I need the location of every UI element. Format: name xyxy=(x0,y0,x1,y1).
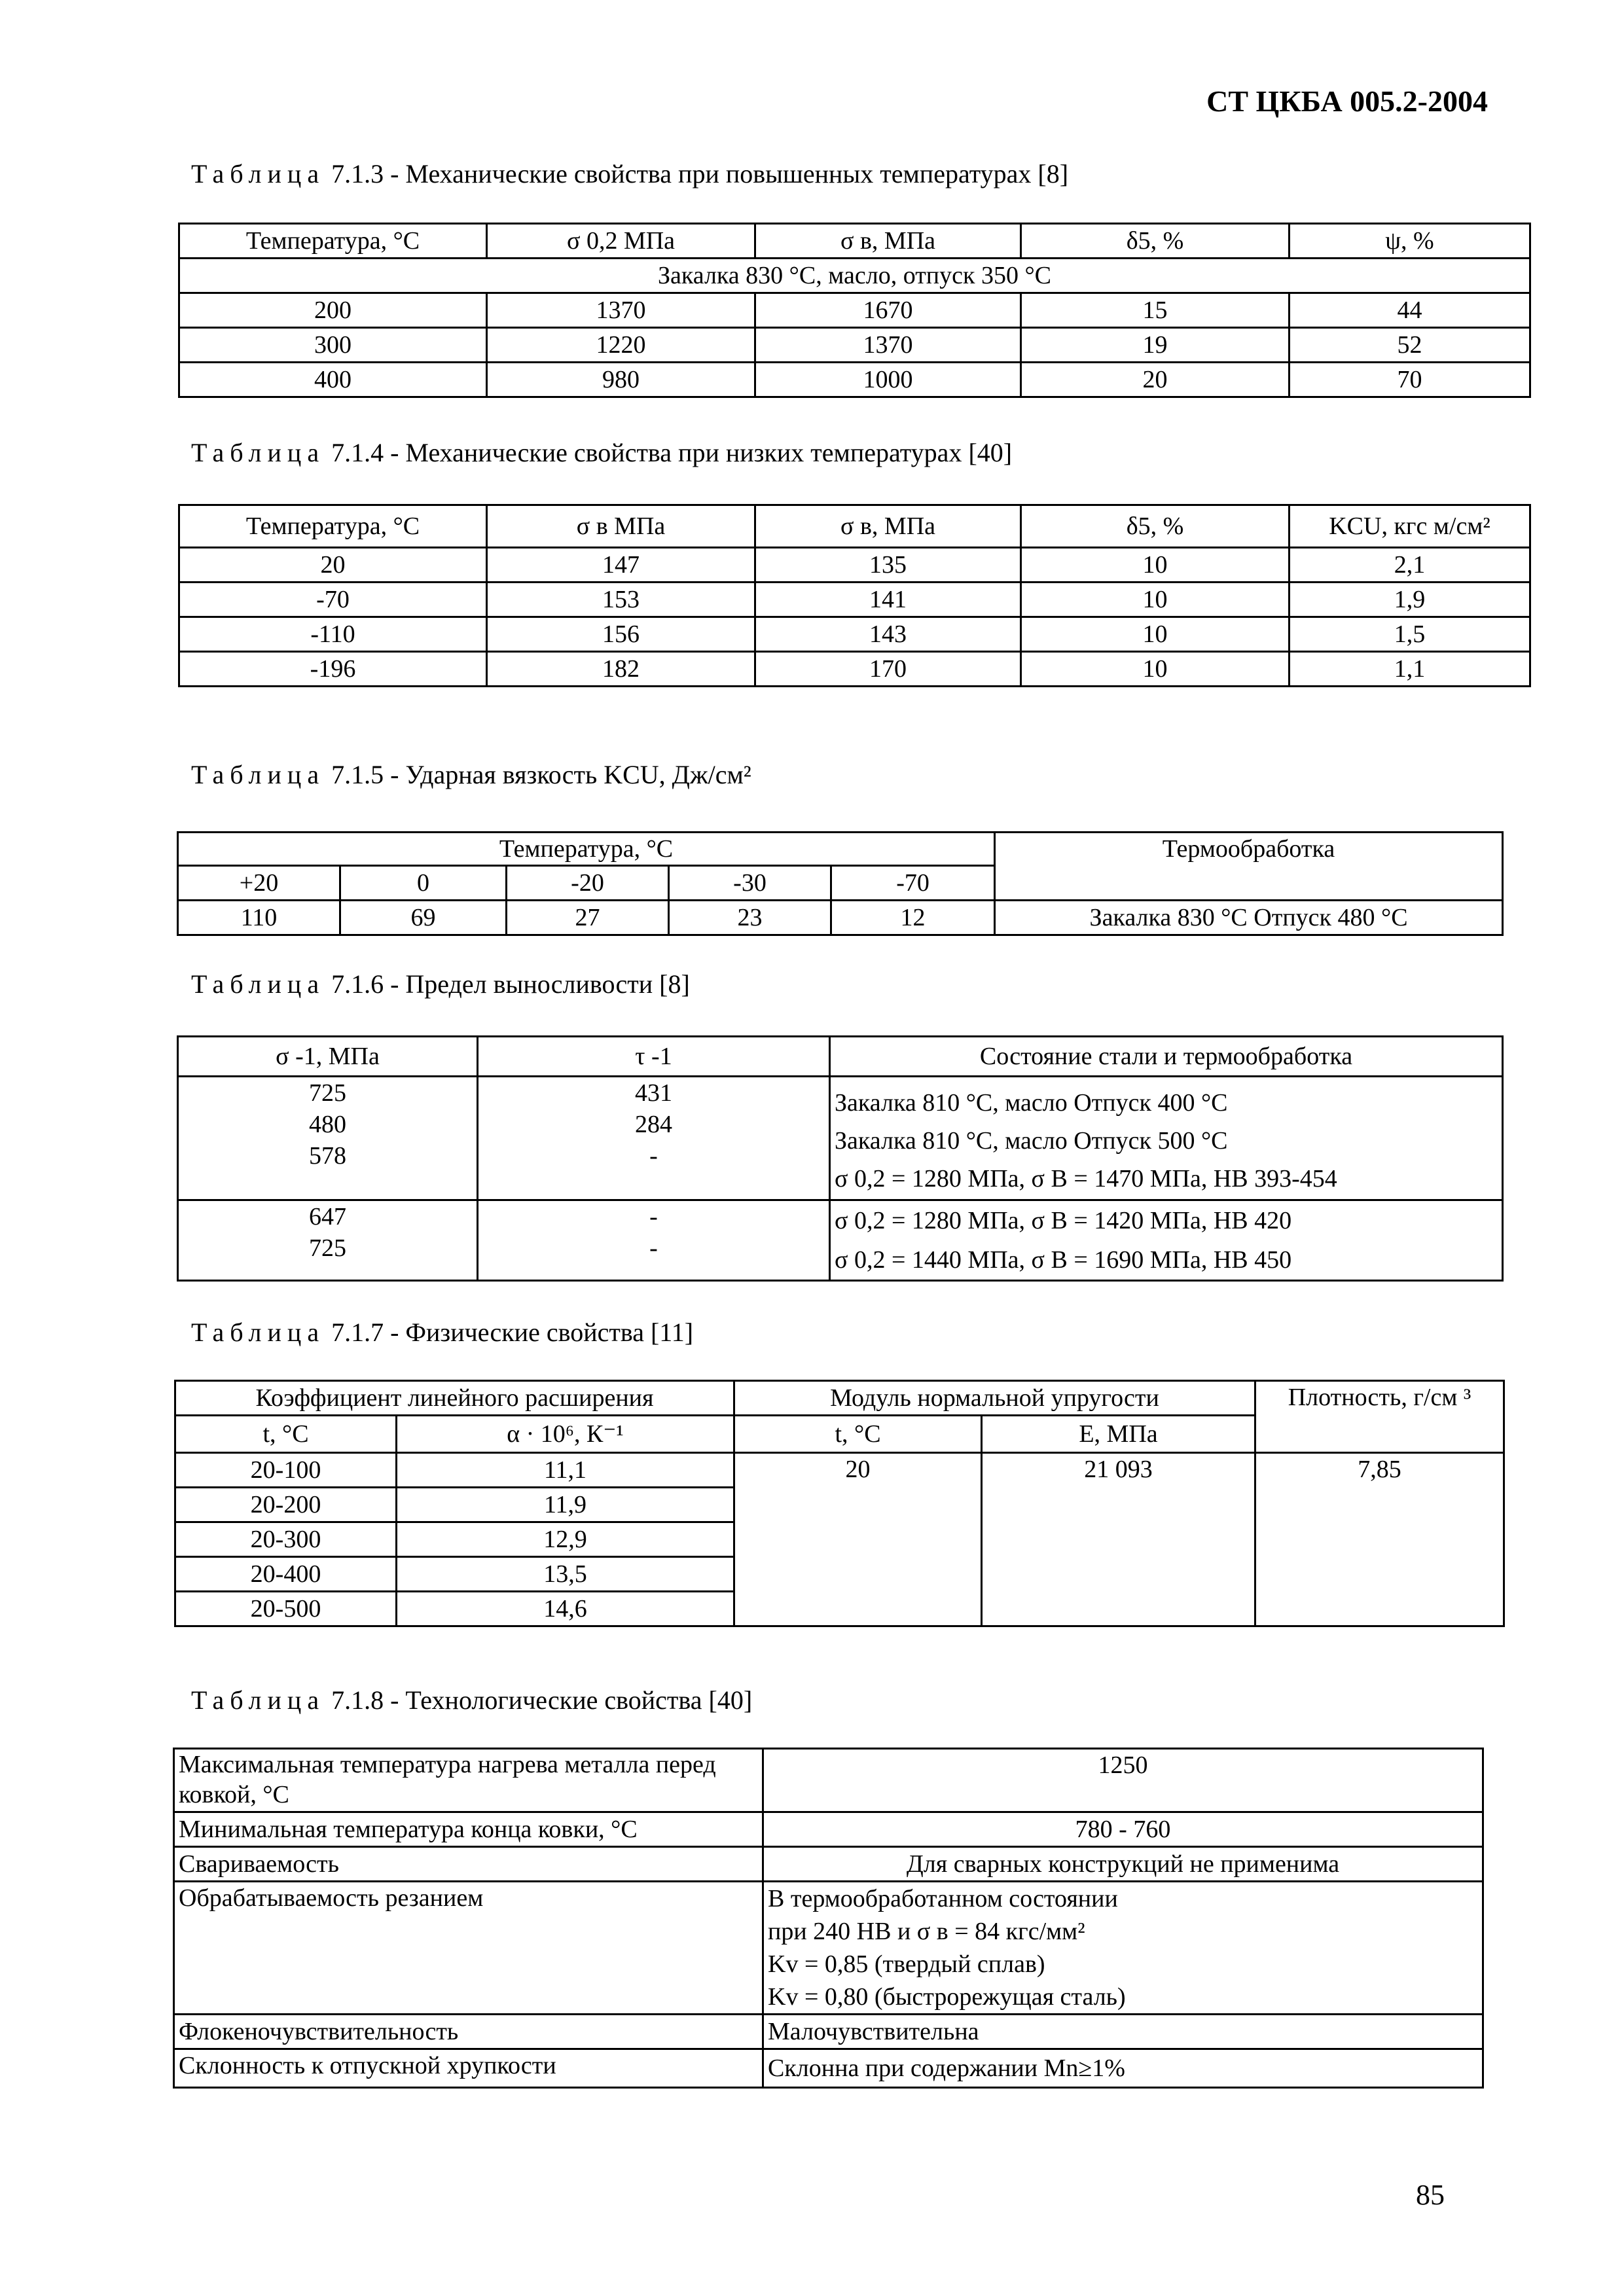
col-header: Температура, °С xyxy=(178,833,995,866)
cell: 11,9 xyxy=(397,1488,734,1522)
caption-table-7-1-7: Таблица 7.1.7 - Физические свойства [11] xyxy=(191,1318,694,1347)
col-header: δ5, % xyxy=(1021,224,1290,259)
table-7-1-5 xyxy=(177,831,1504,936)
table-row xyxy=(175,1453,1504,1488)
cell: -20 xyxy=(507,866,669,901)
cell: 20-100 xyxy=(175,1453,397,1488)
cell: +20 xyxy=(178,866,340,901)
col-header: Плотность, г/см ³ xyxy=(1255,1381,1504,1453)
cell: Флокеночувствительность xyxy=(174,2015,763,2049)
table-header-row xyxy=(178,1037,1503,1077)
cell: 0 xyxy=(340,866,507,901)
cell: 70 xyxy=(1290,363,1530,397)
cell: Закалка 810 °С, масло Отпуск 400 °С Закалка 810 °С, масло Отпуск 500 °С σ 0,2 = 1280 МПа, σ В = 1470 МПа, НВ 393-454 xyxy=(830,1077,1503,1200)
cell: Максимальная температура нагрева металла перед ковкой, °С xyxy=(174,1749,763,1812)
cell: 1,9 xyxy=(1290,583,1530,617)
table-row xyxy=(174,1847,1483,1882)
cell: 400 xyxy=(179,363,487,397)
table-7-1-8 xyxy=(173,1748,1484,2089)
cell: 13,5 xyxy=(397,1557,734,1592)
col-header: Термообработка xyxy=(995,833,1503,901)
cell: 1220 xyxy=(487,328,755,363)
cell: 980 xyxy=(487,363,755,397)
col-header: σ 0,2 МПа xyxy=(487,224,755,259)
col-header: Состояние стали и термообработка xyxy=(830,1037,1503,1077)
cell: 182 xyxy=(487,652,755,687)
cell: 12 xyxy=(831,901,995,935)
cell: 1,1 xyxy=(1290,652,1530,687)
cell: 1,5 xyxy=(1290,617,1530,652)
col-header: Е, МПа xyxy=(982,1416,1255,1453)
cell: -30 xyxy=(669,866,831,901)
cell: Малочувствительна xyxy=(763,2015,1483,2049)
cell: 147 xyxy=(487,548,755,583)
table-7-1-3 xyxy=(178,223,1531,398)
cell: 23 xyxy=(669,901,831,935)
cell: 156 xyxy=(487,617,755,652)
table-7-1-4 xyxy=(178,504,1531,687)
cell: 69 xyxy=(340,901,507,935)
table-row xyxy=(179,293,1530,328)
cell: Закалка 830 °С Отпуск 480 °С xyxy=(995,901,1503,935)
col-header: Температура, °С xyxy=(179,505,487,548)
cell: 15 xyxy=(1021,293,1290,328)
cell: 143 xyxy=(755,617,1021,652)
cell: 20-300 xyxy=(175,1522,397,1557)
cell: 21 093 xyxy=(982,1453,1255,1626)
cell: Минимальная температура конца ковки, °С xyxy=(174,1812,763,1847)
page-number: 85 xyxy=(1416,2179,1445,2211)
cell: 27 xyxy=(507,901,669,935)
caption-table-7-1-4: Таблица 7.1.4 - Механические свойства при низких температурах [40] xyxy=(191,438,1013,467)
col-header: σ в, МПа xyxy=(755,505,1021,548)
table-7-1-7 xyxy=(174,1380,1505,1627)
cell: 200 xyxy=(179,293,487,328)
col-header: KCU, кгс м/см² xyxy=(1290,505,1530,548)
table-row xyxy=(179,328,1530,363)
table-7-1-6 xyxy=(177,1035,1504,1282)
table-row xyxy=(174,2015,1483,2049)
caption-table-7-1-8: Таблица 7.1.8 - Технологические свойства [40] xyxy=(191,1685,753,1715)
cell: 20 xyxy=(1021,363,1290,397)
table-row xyxy=(178,1200,1503,1281)
cell: -196 xyxy=(179,652,487,687)
col-header: σ -1, МПа xyxy=(178,1037,478,1077)
cell: 780 - 760 xyxy=(763,1812,1483,1847)
cell: 2,1 xyxy=(1290,548,1530,583)
group-row: Закалка 830 °С, масло, отпуск 350 °С xyxy=(179,259,1530,293)
col-header: Температура, °С xyxy=(179,224,487,259)
col-header: δ5, % xyxy=(1021,505,1290,548)
cell: 153 xyxy=(487,583,755,617)
cell: 10 xyxy=(1021,548,1290,583)
table-row xyxy=(174,1812,1483,1847)
col-header: ψ, % xyxy=(1290,224,1530,259)
cell: -70 xyxy=(179,583,487,617)
col-header: Модуль нормальной упругости xyxy=(734,1381,1255,1416)
table-row xyxy=(178,1077,1503,1200)
cell: Обрабатываемость резанием xyxy=(174,1882,763,2015)
cell: Склонность к отпускной хрупкости xyxy=(174,2049,763,2088)
cell: 1370 xyxy=(487,293,755,328)
col-header: σ в МПа xyxy=(487,505,755,548)
table-row xyxy=(179,652,1530,687)
cell: В термообработанном состоянии при 240 НВ и σ в = 84 кгс/мм² Kv = 0,85 (твердый сплав) Kv = 0,80 (быстрорежущая сталь) xyxy=(763,1882,1483,2015)
cell: -70 xyxy=(831,866,995,901)
cell: 52 xyxy=(1290,328,1530,363)
cell: 135 xyxy=(755,548,1021,583)
cell: 170 xyxy=(755,652,1021,687)
table-row xyxy=(179,583,1530,617)
caption-table-7-1-3: Таблица 7.1.3 - Механические свойства при повышенных температурах [8] xyxy=(191,159,1069,188)
cell: 141 xyxy=(755,583,1021,617)
cell: 14,6 xyxy=(397,1592,734,1626)
cell: 10 xyxy=(1021,617,1290,652)
table-row xyxy=(179,617,1530,652)
table-header-row xyxy=(179,505,1530,548)
cell: - - xyxy=(478,1200,830,1281)
cell: 647 725 xyxy=(178,1200,478,1281)
cell: Склонна при содержании Mn≥1% xyxy=(763,2049,1483,2088)
caption-table-7-1-6: Таблица 7.1.6 - Предел выносливости [8] xyxy=(191,969,690,999)
cell: 10 xyxy=(1021,583,1290,617)
cell: Свариваемость xyxy=(174,1847,763,1882)
cell: 1670 xyxy=(755,293,1021,328)
cell: 20-400 xyxy=(175,1557,397,1592)
cell: 19 xyxy=(1021,328,1290,363)
cell: Для сварных конструкций не применима xyxy=(763,1847,1483,1882)
cell: 12,9 xyxy=(397,1522,734,1557)
table-row xyxy=(174,1749,1483,1812)
col-header: Коэффициент линейного расширения xyxy=(175,1381,734,1416)
cell: 1250 xyxy=(763,1749,1483,1812)
table-row xyxy=(179,363,1530,397)
col-header: t, °С xyxy=(734,1416,982,1453)
cell: 110 xyxy=(178,901,340,935)
col-header: α · 10⁶, К⁻¹ xyxy=(397,1416,734,1453)
table-row xyxy=(179,548,1530,583)
col-header: t, °С xyxy=(175,1416,397,1453)
document-code: СТ ЦКБА 005.2-2004 xyxy=(1206,84,1488,118)
table-row xyxy=(174,2049,1483,2088)
cell: 431 284 - xyxy=(478,1077,830,1200)
cell: 725 480 578 xyxy=(178,1077,478,1200)
cell: 10 xyxy=(1021,652,1290,687)
cell: 44 xyxy=(1290,293,1530,328)
cell: 7,85 xyxy=(1255,1453,1504,1626)
cell: 1370 xyxy=(755,328,1021,363)
cell: 20-200 xyxy=(175,1488,397,1522)
cell: 300 xyxy=(179,328,487,363)
table-row xyxy=(174,1882,1483,2015)
caption-table-7-1-5: Таблица 7.1.5 - Ударная вязкость KCU, Дж/см² xyxy=(191,760,751,789)
cell: 11,1 xyxy=(397,1453,734,1488)
table-header-row xyxy=(179,224,1530,259)
cell: 20 xyxy=(179,548,487,583)
table-row xyxy=(178,901,1503,935)
cell: 20 xyxy=(734,1453,982,1626)
cell: 1000 xyxy=(755,363,1021,397)
cell: σ 0,2 = 1280 МПа, σ В = 1420 МПа, НВ 420 σ 0,2 = 1440 МПа, σ В = 1690 МПа, НВ 450 xyxy=(830,1200,1503,1281)
col-header: σ в, МПа xyxy=(755,224,1021,259)
col-header: τ -1 xyxy=(478,1037,830,1077)
cell: 20-500 xyxy=(175,1592,397,1626)
cell: -110 xyxy=(179,617,487,652)
